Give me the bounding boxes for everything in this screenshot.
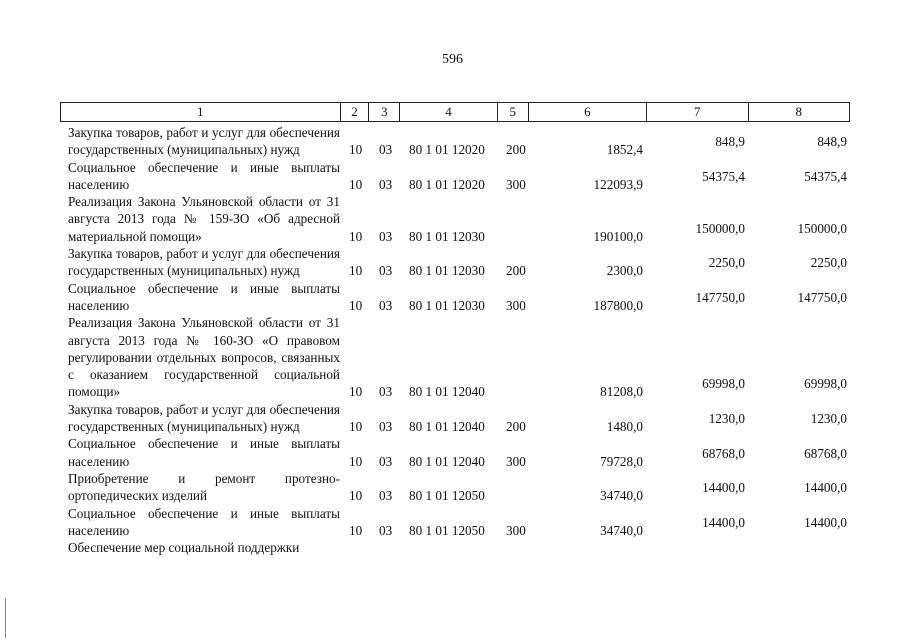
column-header-4: 4: [399, 103, 497, 121]
cell-section: 10: [349, 297, 363, 313]
cell-expense-type: 300: [506, 297, 526, 313]
table-row: [0, 245, 905, 280]
cell-subsection: 03: [379, 522, 393, 538]
cell-amount-6: 81208,0: [600, 384, 643, 400]
cell-amount-8: 14400,0: [804, 514, 847, 530]
cell-amount-7: 69998,0: [702, 376, 745, 392]
cell-amount-7: 848,9: [715, 134, 745, 150]
cell-target-article: 80 1 01 12040: [409, 453, 485, 469]
column-header-7: 7: [646, 103, 747, 121]
cell-amount-6: 1852,4: [606, 142, 643, 158]
cell-amount-8: 2250,0: [810, 255, 847, 271]
table-row: [0, 435, 905, 470]
cell-expense-type: 300: [506, 453, 526, 469]
cell-target-article: 80 1 01 12020: [409, 142, 485, 158]
cell-amount-8: 68768,0: [804, 445, 847, 461]
cell-amount-7: 150000,0: [695, 220, 745, 236]
cell-section: 10: [349, 384, 363, 400]
cell-section: 10: [349, 263, 363, 279]
row-description: Приобретение и ремонт протезно-ортопедических изделий: [68, 470, 340, 504]
cell-subsection: 03: [379, 297, 393, 313]
row-description: Обеспечение мер социальной поддержки: [68, 540, 300, 556]
table-row: [0, 159, 905, 194]
cell-amount-6: 34740,0: [600, 522, 643, 538]
cell-section: 10: [349, 176, 363, 192]
cell-expense-type: 200: [506, 142, 526, 158]
cell-amount-8: 848,9: [817, 134, 847, 150]
scan-margin-line: [5, 598, 6, 638]
cell-section: 10: [349, 522, 363, 538]
column-header-5: 5: [497, 103, 528, 121]
cell-amount-8: 1230,0: [810, 411, 847, 427]
cell-amount-6: 190100,0: [593, 228, 643, 244]
cell-amount-8: 14400,0: [804, 480, 847, 496]
table-header: [60, 102, 850, 122]
column-header-6: 6: [528, 103, 646, 121]
cell-amount-6: 122093,9: [593, 176, 643, 192]
cell-amount-6: 187800,0: [593, 297, 643, 313]
row-description: Закупка товаров, работ и услуг для обеспечения государственных (муниципальных) нужд: [68, 246, 340, 279]
cell-subsection: 03: [379, 419, 393, 435]
cell-amount-6: 2300,0: [606, 263, 643, 279]
cell-amount-8: 147750,0: [797, 289, 847, 305]
cell-section: 10: [349, 228, 363, 244]
cell-expense-type: 300: [506, 522, 526, 538]
cell-amount-7: 2250,0: [708, 255, 745, 271]
table-body: [0, 124, 905, 556]
column-header-2: 2: [340, 103, 369, 121]
row-description: Реализация Закона Ульяновской области от 31 августа 2013 года № 160-ЗО «О правовом регулировании отдельных вопросов, связанных с оказанием государственной социальной помощи»: [68, 315, 340, 400]
cell-target-article: 80 1 01 12050: [409, 522, 485, 538]
cell-amount-7: 68768,0: [702, 445, 745, 461]
cell-subsection: 03: [379, 384, 393, 400]
cell-section: 10: [349, 488, 363, 504]
cell-target-article: 80 1 01 12030: [409, 263, 485, 279]
cell-target-article: 80 1 01 12040: [409, 384, 485, 400]
cell-section: 10: [349, 142, 363, 158]
cell-expense-type: 200: [506, 419, 526, 435]
table-row: [0, 314, 905, 400]
cell-section: 10: [349, 453, 363, 469]
cell-amount-8: 150000,0: [797, 220, 847, 236]
cell-amount-8: 69998,0: [804, 376, 847, 392]
cell-target-article: 80 1 01 12050: [409, 488, 485, 504]
row-description: Социальное обеспечение и иные выплаты населению: [68, 159, 340, 192]
table-row: [0, 401, 905, 436]
table-row: [0, 470, 905, 505]
cell-amount-7: 14400,0: [702, 514, 745, 530]
cell-subsection: 03: [379, 142, 393, 158]
row-description: Закупка товаров, работ и услуг для обеспечения государственных (муниципальных) нужд: [68, 125, 340, 158]
cell-amount-7: 54375,4: [702, 168, 745, 184]
cell-amount-6: 79728,0: [600, 453, 643, 469]
cell-target-article: 80 1 01 12020: [409, 176, 485, 192]
cell-subsection: 03: [379, 488, 393, 504]
table-row: [0, 505, 905, 540]
cell-amount-7: 1230,0: [708, 411, 745, 427]
row-description: Социальное обеспечение и иные выплаты населению: [68, 505, 340, 538]
page-number: 596: [442, 52, 463, 67]
cell-section: 10: [349, 419, 363, 435]
table-row: [0, 539, 905, 556]
table-row: [0, 280, 905, 315]
column-header-8: 8: [748, 103, 849, 121]
column-header-1: 1: [197, 104, 204, 119]
cell-subsection: 03: [379, 228, 393, 244]
cell-amount-6: 1480,0: [606, 419, 643, 435]
cell-target-article: 80 1 01 12030: [409, 228, 485, 244]
cell-expense-type: 200: [506, 263, 526, 279]
cell-amount-7: 14400,0: [702, 480, 745, 496]
cell-amount-8: 54375,4: [804, 168, 847, 184]
row-description: Закупка товаров, работ и услуг для обеспечения государственных (муниципальных) нужд: [68, 401, 340, 435]
row-description: Социальное обеспечение и иные выплаты населению: [68, 436, 340, 469]
cell-subsection: 03: [379, 263, 393, 279]
cell-target-article: 80 1 01 12030: [409, 297, 485, 313]
cell-target-article: 80 1 01 12040: [409, 419, 485, 435]
table-row: [0, 193, 905, 245]
row-description: Социальное обеспечение и иные выплаты населению: [68, 280, 340, 313]
cell-amount-6: 34740,0: [600, 488, 643, 504]
cell-subsection: 03: [379, 453, 393, 469]
cell-amount-7: 147750,0: [695, 289, 745, 305]
cell-expense-type: 300: [506, 176, 526, 192]
table-row: [0, 124, 905, 159]
cell-subsection: 03: [379, 176, 393, 192]
row-description: Реализация Закона Ульяновской области от 31 августа 2013 года № 159-ЗО «Об адресной материальной помощи»: [68, 194, 340, 244]
column-header-3: 3: [368, 103, 399, 121]
